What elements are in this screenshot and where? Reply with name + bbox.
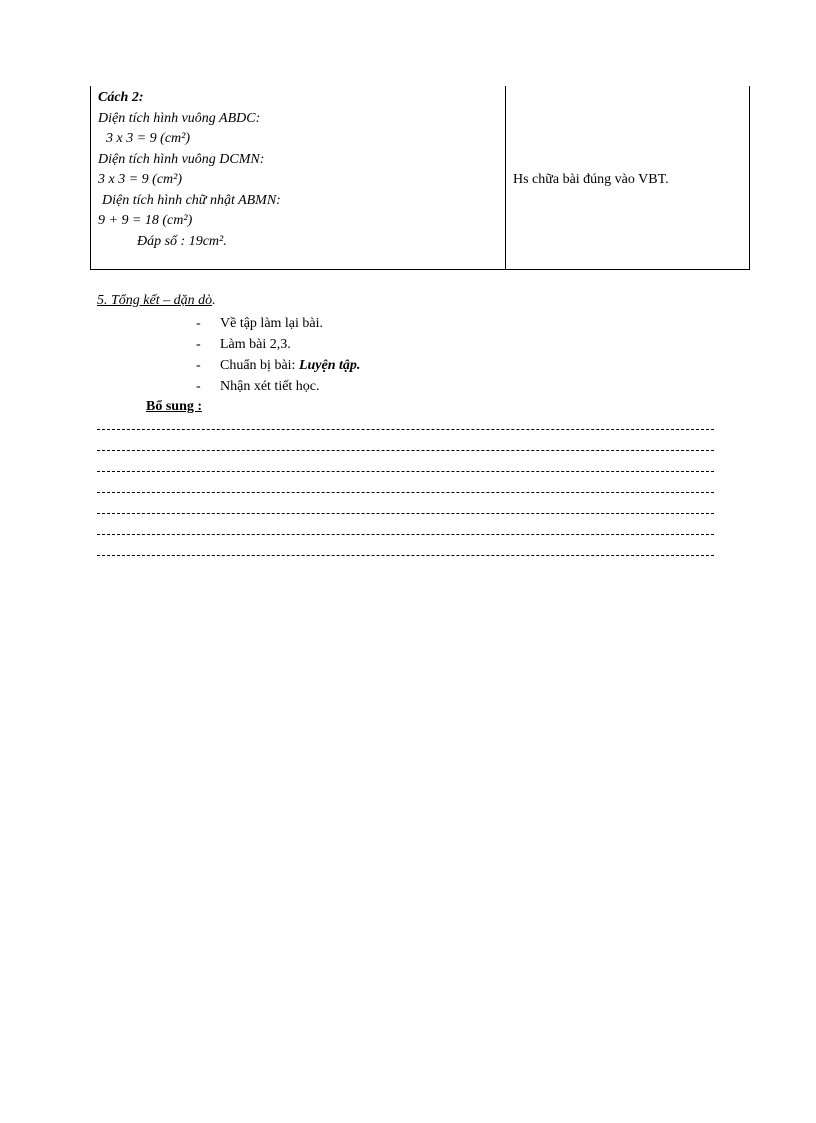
summary-heading	[97, 293, 216, 309]
area-abmn-label: Diện tích hình chữ nhật ABMN:	[102, 192, 281, 208]
notes-line	[97, 492, 714, 493]
list-item	[196, 376, 360, 397]
area-abmn-calc: 9 + 9 = 18 (cm²)	[98, 213, 193, 228]
list-item	[196, 334, 360, 355]
list-item-text: Nhận xét tiết học.	[220, 379, 320, 394]
notes-line	[97, 555, 714, 556]
notes-line	[97, 471, 714, 472]
list-item-text: Làm bài 2,3.	[220, 337, 291, 352]
area-abdc-calc: 3 x 3 = 9 (cm²)	[106, 131, 191, 146]
list-bullet: -	[196, 337, 201, 352]
list-item-emphasis: Luyện tập.	[298, 358, 361, 373]
lesson-table	[90, 86, 750, 270]
student-activity-cell: Hs chữa bài đúng vào VBT.	[513, 172, 669, 187]
summary-list	[196, 313, 360, 397]
method-heading: Cách 2:	[98, 90, 144, 105]
area-dcmn-calc: 3 x 3 = 9 (cm²)	[98, 172, 183, 187]
answer-line: Đáp số : 19cm².	[137, 233, 227, 249]
list-bullet: -	[196, 316, 201, 331]
supplement-heading: Bổ sung :	[146, 399, 203, 414]
notes-line	[97, 429, 714, 430]
notes-line	[97, 450, 714, 451]
summary-heading-suffix: .	[212, 293, 216, 308]
list-item-text: Về tập làm lại bài.	[220, 316, 324, 331]
area-abdc-label: Diện tích hình vuông ABDC:	[98, 110, 261, 126]
list-item	[196, 313, 360, 334]
list-bullet: -	[196, 358, 201, 373]
list-bullet: -	[196, 379, 201, 394]
area-dcmn-label: Diện tích hình vuông DCMN:	[98, 151, 265, 167]
list-item-text: Chuẩn bị bài:	[220, 358, 299, 373]
notes-line	[97, 513, 714, 514]
summary-heading-text: 5. Tổng kết – dặn dò	[97, 293, 213, 308]
list-item	[196, 355, 360, 376]
notes-line	[97, 534, 714, 535]
teacher-activity-cell	[98, 88, 498, 252]
column-divider	[505, 86, 506, 269]
